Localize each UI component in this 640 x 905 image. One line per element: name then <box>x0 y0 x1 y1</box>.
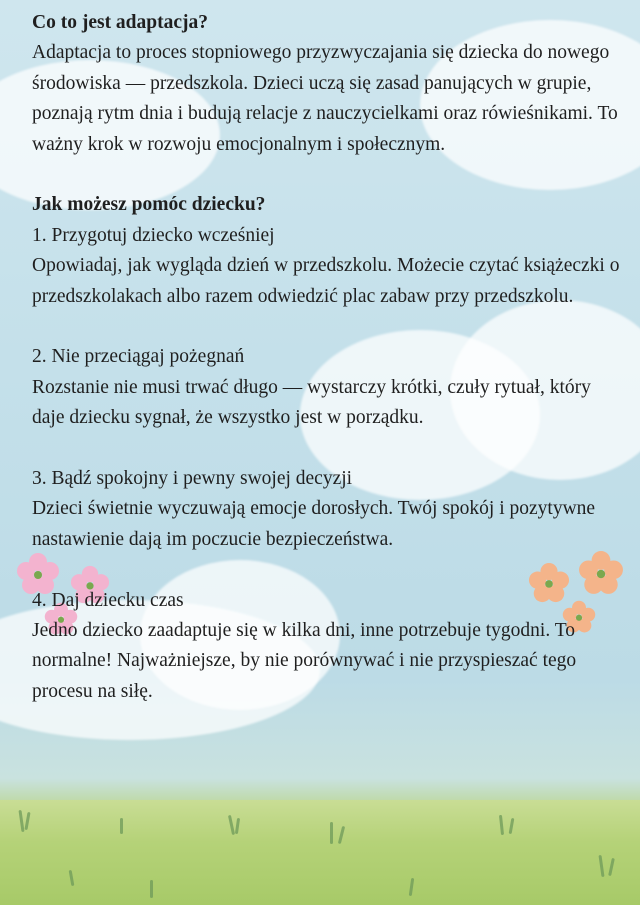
spacer <box>32 312 622 342</box>
spacer <box>32 555 622 585</box>
spacer <box>32 434 622 464</box>
tip-title: 3. Bądź spokojny i pewny swojej decyzji <box>32 468 353 490</box>
tip-title: 1. Przygotuj dziecko wcześniej <box>32 224 275 246</box>
tip-text: Jedno dziecko zaadaptuje się w kilka dni, inne potrzebuje tygodni. To normalne! Najważniejsze, by nie porównywać i nie przyspieszać tego procesu na siłę. <box>32 620 577 702</box>
paragraph: Adaptacja to proces stopniowego przyzwyczajania się dziecka do nowego środowiska — przedszkola. Dzieci uczą się zasad panujących w grupie, poznają rytm dnia i budują relacje z nauczycielkami oraz rówieśnikami. To ważny krok w rozwoju emocjonalnym i społecznym. <box>32 42 618 155</box>
tip-title: 2. Nie przeciągaj pożegnań <box>32 346 245 368</box>
section-heading: Co to jest adaptacja? <box>32 12 209 33</box>
tip-title: 4. Daj dziecku czas <box>32 589 184 611</box>
tip-text: Dzieci świetnie wyczuwają emocje dorosłych. Twój spokój i pozytywne nastawienie dają im poczucie bezpieczeństwa. <box>32 498 596 550</box>
grass-blade <box>330 822 333 844</box>
tip-text: Opowiadaj, jak wygląda dzień w przedszkolu. Możecie czytać książeczki o przedszkolakach albo razem odwiedzić plac zabaw przy przedszkolu. <box>32 255 620 307</box>
document-body <box>32 8 622 707</box>
section-heading: Jak możesz pomóc dziecku? <box>32 194 266 216</box>
grass-blade <box>150 880 153 898</box>
spacer <box>32 160 622 190</box>
grass-strip <box>0 800 640 905</box>
tip-text: Rozstanie nie musi trwać długo — wystarczy krótki, czuły rytuał, który daje dziecku sygnał, że wszystko jest w porządku. <box>32 376 591 429</box>
grass-blade <box>120 818 123 834</box>
